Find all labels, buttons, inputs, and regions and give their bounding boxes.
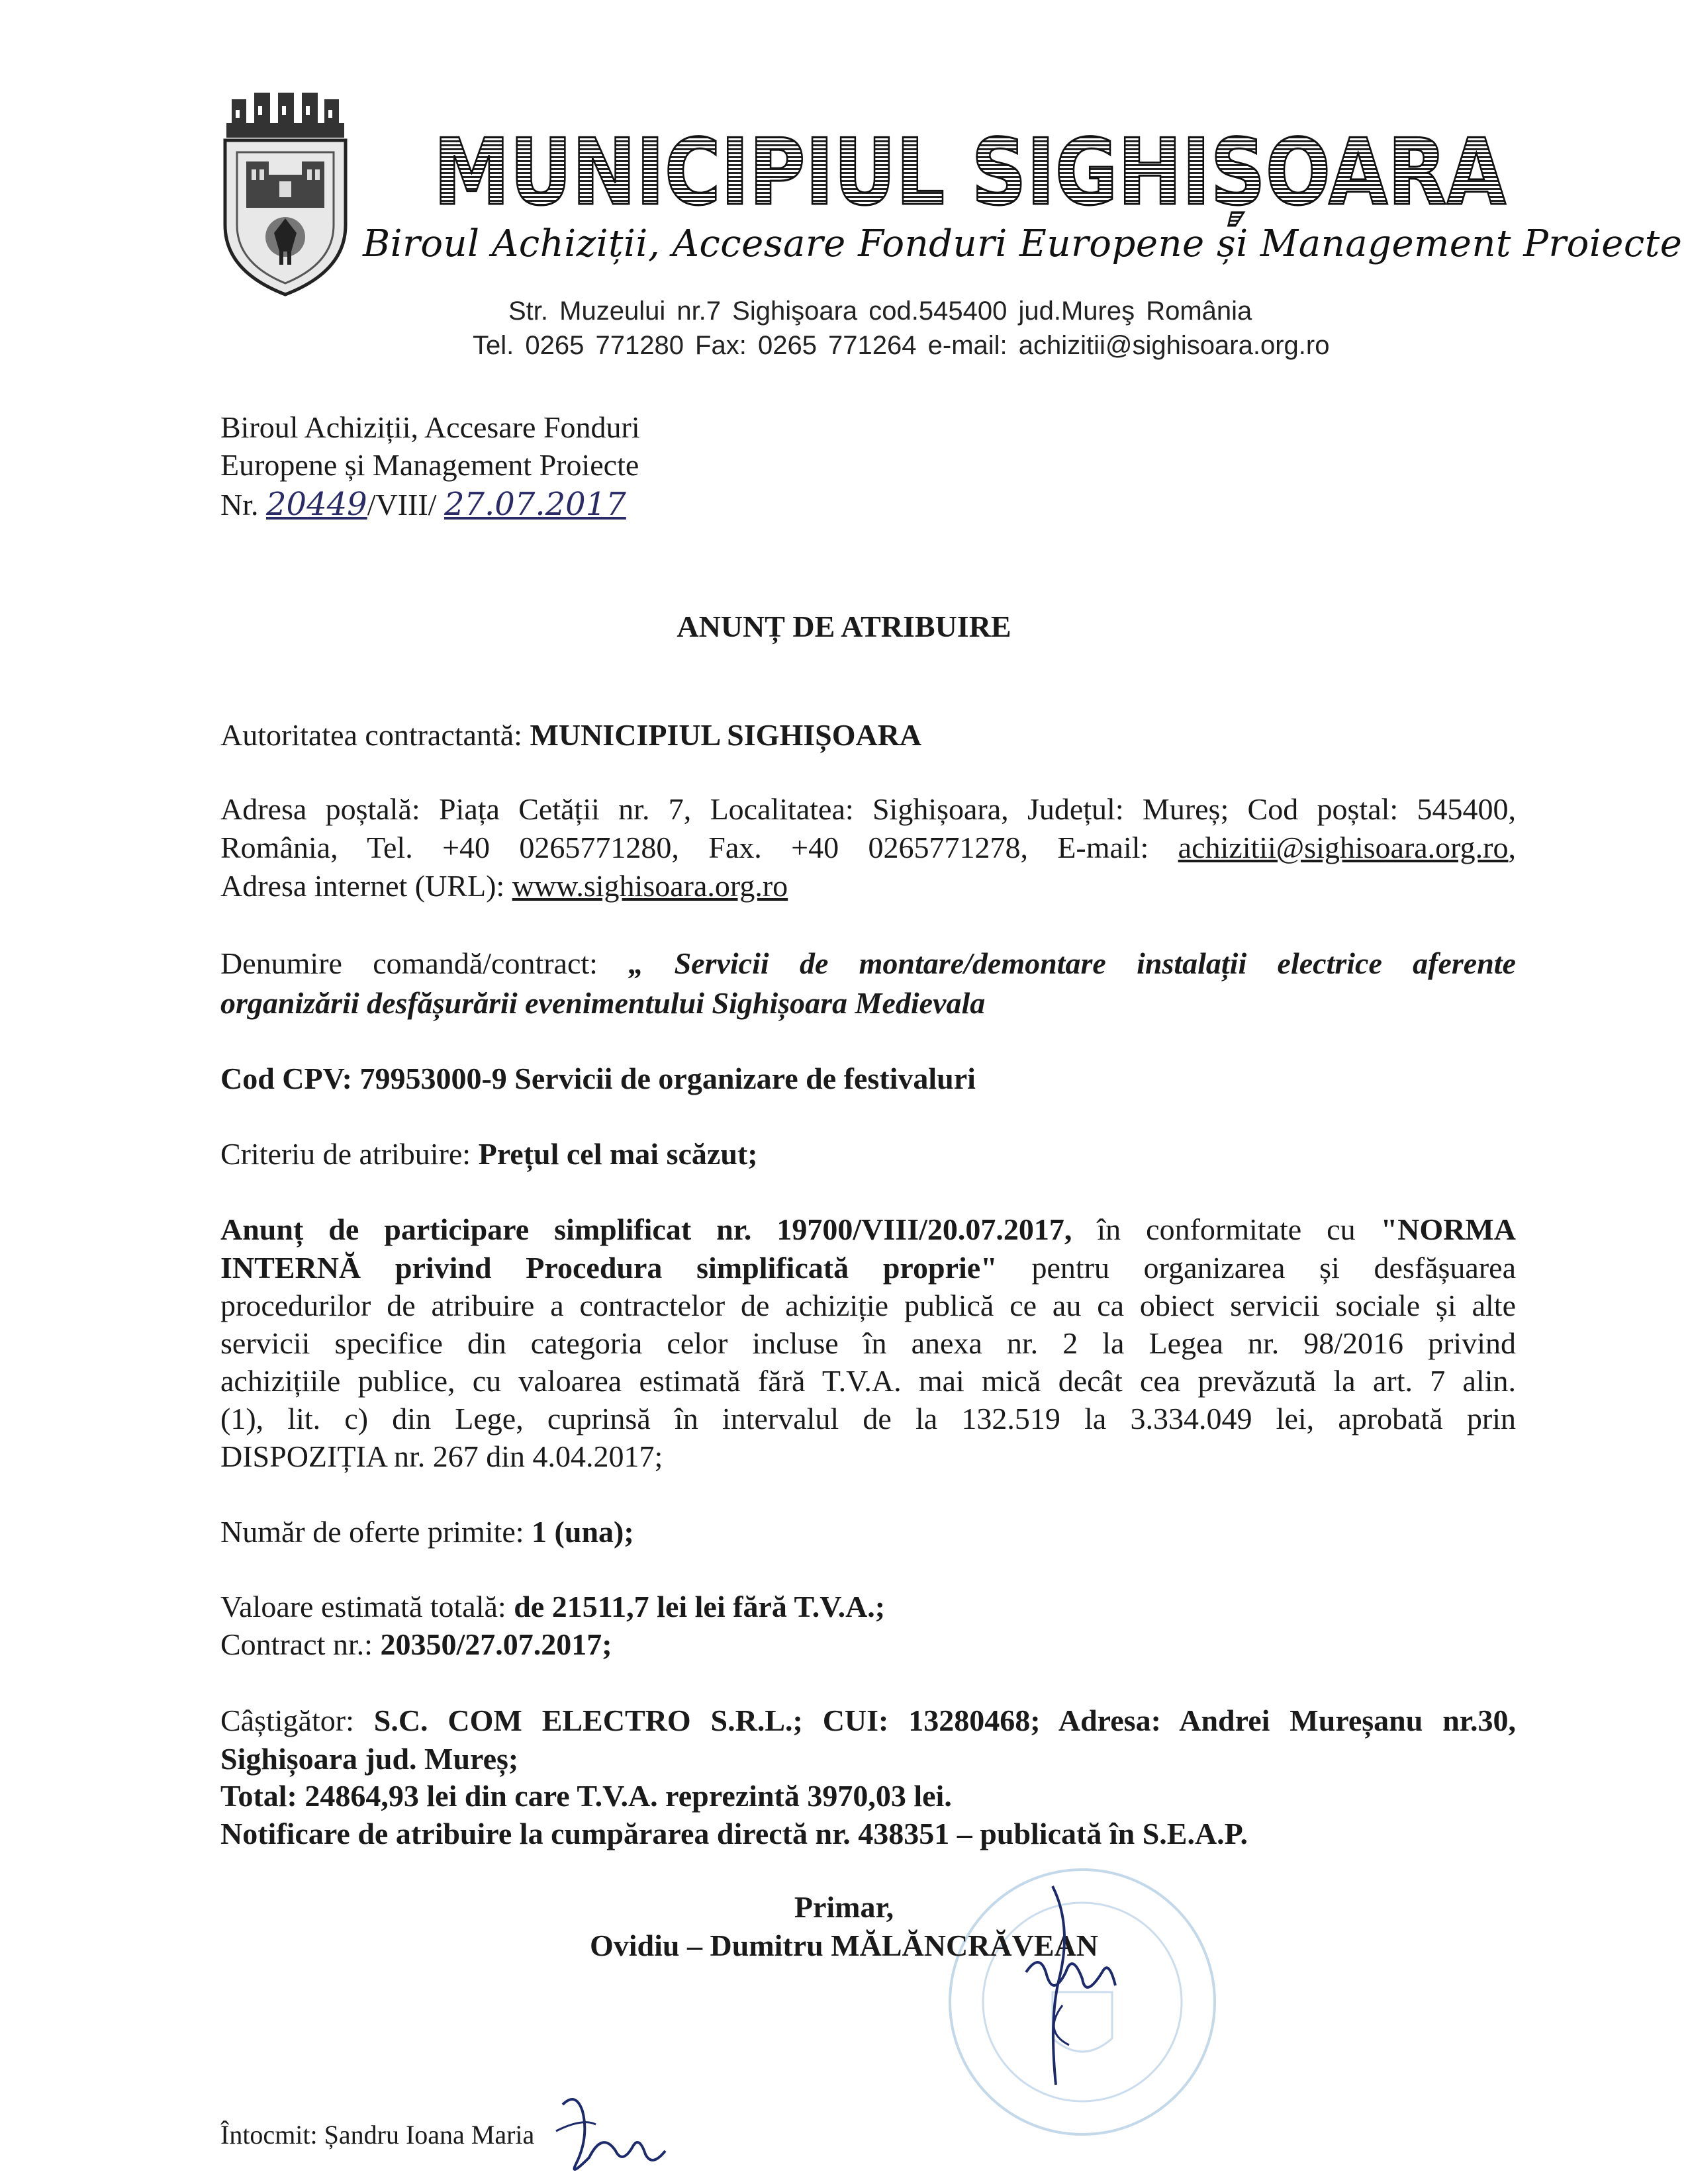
criteria-value: Prețul cel mai scăzut; bbox=[478, 1137, 758, 1171]
notice-bold-1: Anunț de participare simplificat nr. 19700/VIII/20.07.2017, bbox=[220, 1212, 1072, 1246]
office-address: Str. Muzeului nr.7 Sighişoara cod.545400 jud.Mureş România bbox=[508, 296, 1252, 326]
notice-text-2: pentru organizarea și desfășuarea bbox=[997, 1251, 1516, 1285]
winner-label: Câștigător: bbox=[220, 1704, 374, 1737]
offers-label: Număr de oferte primite: bbox=[220, 1515, 532, 1549]
cpv-line bbox=[220, 1060, 976, 1097]
contract-name-label: Denumire comandă/contract: bbox=[220, 946, 629, 980]
criteria-label: Criteriu de atribuire: bbox=[220, 1137, 479, 1171]
registry-line-2: Europene și Management Proiecte bbox=[220, 448, 639, 482]
document-title: ANUNȚ DE ATRIBUIRE bbox=[677, 610, 1011, 643]
winner-total bbox=[220, 1778, 952, 1815]
registry-number bbox=[220, 486, 626, 523]
cpv-value: : 79953000-9 Servicii de organizare de festivaluri bbox=[342, 1062, 976, 1095]
criteria-line bbox=[220, 1136, 758, 1173]
contract-name-value-2: organizării desfășurării evenimentului Sighișoara Medievala bbox=[220, 986, 986, 1020]
signatory-role: Primar, bbox=[794, 1890, 894, 1924]
signatory-name: Ovidiu – Dumitru MĂLĂNCRĂVEAN bbox=[590, 1929, 1098, 1962]
postal-line-1: Adresa poștală: Piața Cetății nr. 7, Localitatea: Sighișoara, Județul: Mureș; Cod poștal: 545400, bbox=[220, 792, 1516, 826]
mayor-signature bbox=[947, 1873, 1185, 2098]
award-notification bbox=[220, 1815, 1248, 1852]
registry-nr-label: Nr. bbox=[220, 488, 266, 522]
notice-text-1: în conformitate cu bbox=[1072, 1212, 1381, 1246]
registry-nr-value: 20449 bbox=[266, 486, 367, 523]
contract-nr-label: Contract nr.: bbox=[220, 1627, 381, 1661]
award-notification-value: Notificare de atribuire la cumpărarea directă nr. 438351 – publicată în S.E.A.P. bbox=[220, 1817, 1248, 1850]
office-contact: Tel. 0265 771280 Fax: 0265 771264 e-mail: achizitii@sighisoara.org.ro bbox=[473, 331, 1330, 360]
notice-line-5: achizițiile publice, cu valoarea estimată fără T.V.A. mai mică decât cea prevăzută la art. 7 alin. bbox=[220, 1364, 1516, 1398]
offers-value: 1 (una); bbox=[532, 1515, 634, 1549]
winner-total-value: Total: 24864,93 lei din care T.V.A. reprezintă 3970,03 lei. bbox=[220, 1779, 952, 1813]
cpv-label: Cod CPV bbox=[220, 1062, 342, 1095]
authority-line bbox=[220, 717, 921, 754]
offers-line bbox=[220, 1514, 634, 1551]
notice-bold-1b: "NORMA bbox=[1380, 1212, 1516, 1246]
clerk-signature bbox=[549, 2085, 682, 2171]
registry-line-1: Biroul Achiziții, Accesare Fonduri bbox=[220, 410, 640, 444]
notice-line-2 bbox=[220, 1250, 1516, 1287]
notice-line-7: DISPOZIȚIA nr. 267 din 4.04.2017; bbox=[220, 1439, 663, 1473]
registry-nr-sep: /VIII/ bbox=[367, 488, 444, 522]
contract-name-value-1: „ Servicii de montare/demontare instalații electrice aferente bbox=[628, 946, 1516, 980]
estimated-value: de 21511,7 lei lei fără T.V.A.; bbox=[514, 1590, 886, 1623]
contract-name-line-2 bbox=[220, 985, 985, 1022]
postal-line-3 bbox=[220, 868, 788, 905]
brand-wordmark bbox=[434, 119, 1507, 226]
estimated-label: Valoare estimată totală: bbox=[220, 1590, 514, 1623]
office-name: Biroul Achiziții, Accesare Fonduri Europene și Management Proiecte bbox=[363, 222, 1683, 265]
notice-line-6: (1), lit. c) din Lege, cuprinsă în intervalul de la 132.519 la 3.334.049 lei, aprobată prin bbox=[220, 1402, 1516, 1435]
winner-line-2 bbox=[220, 1741, 518, 1778]
winner-value-1: S.C. COM ELECTRO S.R.L.; CUI: 13280468; Adresa: Andrei Mureșanu nr.30, bbox=[373, 1704, 1516, 1737]
city-coat-of-arms-icon bbox=[213, 93, 357, 298]
contract-nr-value: 20350/27.07.2017; bbox=[380, 1627, 612, 1661]
email-link[interactable]: achizitii@sighisoara.org.ro bbox=[1178, 831, 1509, 864]
winner-value-2: Sighișoara jud. Mureș; bbox=[220, 1742, 519, 1776]
postal-line-2-text: România, Tel. +40 0265771280, Fax. +40 0265771278, E-mail: bbox=[220, 831, 1178, 864]
prepared-by: Întocmit: Șandru Ioana Maria bbox=[220, 2120, 535, 2150]
svg-text:MUNICIPIUL SIGHIȘOARA: MUNICIPIUL SIGHIȘOARA bbox=[434, 119, 1507, 226]
registry-nr-date: 27.07.2017 bbox=[444, 486, 626, 523]
postal-line-2-end: , bbox=[1508, 831, 1516, 864]
authority-label: Autoritatea contractantă: bbox=[220, 718, 530, 752]
authority-value: MUNICIPIUL SIGHIȘOARA bbox=[530, 718, 922, 752]
postal-line-2 bbox=[220, 829, 1516, 866]
website-link[interactable]: www.sighisoara.org.ro bbox=[512, 869, 788, 903]
notice-line-3: procedurilor de atribuire a contractelor de achiziție publică ce au ca obiect servicii sociale și alte bbox=[220, 1289, 1516, 1322]
notice-line-1 bbox=[220, 1211, 1516, 1248]
notice-line-4: servicii specifice din categoria celor incluse în anexa nr. 2 la Legea nr. 98/2016 privind bbox=[220, 1326, 1516, 1360]
estimated-value-line bbox=[220, 1588, 885, 1625]
postal-url-label: Adresa internet (URL): bbox=[220, 869, 512, 903]
contract-name-line-1 bbox=[220, 945, 1516, 982]
winner-line-1 bbox=[220, 1702, 1516, 1739]
contract-number-line bbox=[220, 1626, 612, 1663]
notice-bold-2: INTERNĂ privind Procedura simplificată proprie" bbox=[220, 1251, 998, 1285]
